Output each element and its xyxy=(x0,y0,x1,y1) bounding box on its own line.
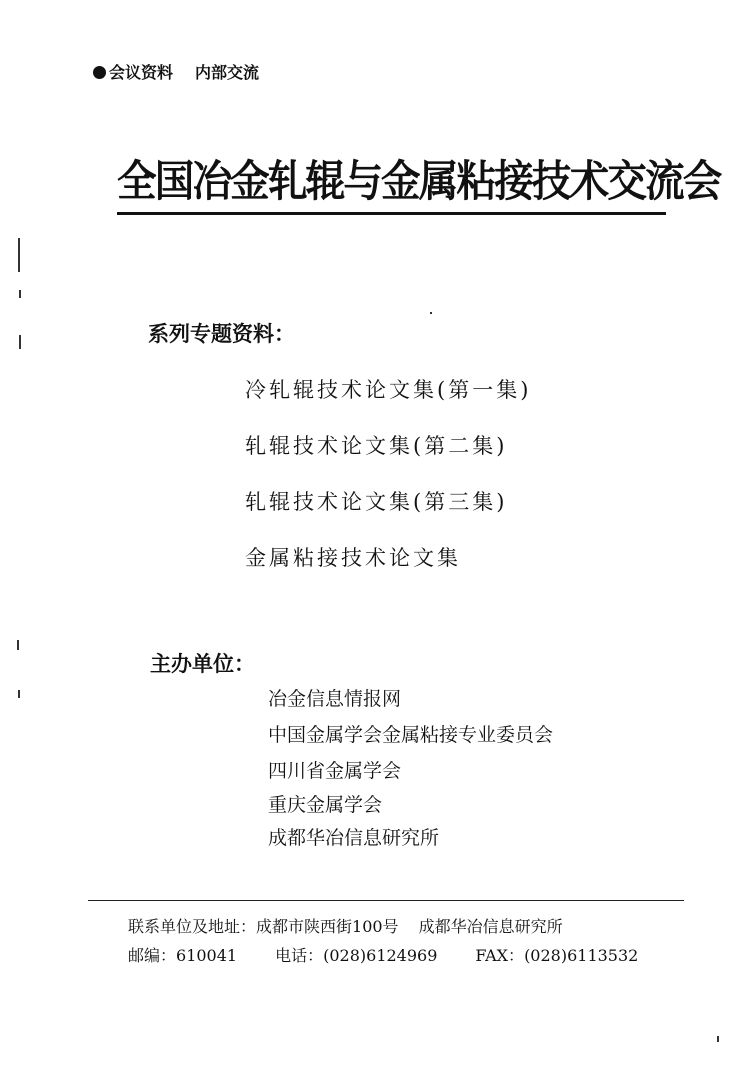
contact-line-2 xyxy=(128,943,638,966)
footer-divider xyxy=(88,900,684,901)
series-item-1: 冷轧辊技术论文集(第一集) xyxy=(245,378,532,402)
organizer-item-5: 成都华冶信息研究所 xyxy=(268,827,440,849)
series-heading: 系列专题资料： xyxy=(148,322,295,346)
address-value: 成都市陕西街100号 xyxy=(256,917,399,936)
scan-mark xyxy=(717,1036,719,1042)
title-underline xyxy=(117,212,666,215)
series-item-3: 轧辊技术论文集(第三集) xyxy=(245,490,508,514)
scan-mark xyxy=(19,335,21,349)
contact-org: 成都华冶信息研究所 xyxy=(418,917,563,936)
header-note xyxy=(93,60,259,83)
document-title: 全国冶金轧辊与金属粘接技术交流会 xyxy=(117,157,721,207)
scan-mark xyxy=(430,312,432,314)
header-note-meeting: 会议资料 xyxy=(109,63,174,82)
scan-mark xyxy=(18,690,20,698)
phone-label: 电话： xyxy=(275,946,324,965)
contact-line-1 xyxy=(128,914,563,937)
postcode-value: 610041 xyxy=(176,946,238,965)
scan-mark xyxy=(17,640,19,650)
organizers-heading: 主办单位： xyxy=(150,652,255,676)
scan-mark xyxy=(19,290,21,298)
address-label: 联系单位及地址： xyxy=(128,917,257,936)
organizer-item-2: 中国金属学会金属粘接专业委员会 xyxy=(268,724,554,746)
header-note-internal: 内部交流 xyxy=(195,63,260,82)
organizer-item-4: 重庆金属学会 xyxy=(268,794,383,816)
scan-mark xyxy=(18,238,20,272)
organizer-item-1: 冶金信息情报网 xyxy=(268,688,402,710)
postcode-label: 邮编： xyxy=(128,946,177,965)
organizer-item-3: 四川省金属学会 xyxy=(268,760,402,782)
phone-value: (028)6124969 xyxy=(323,946,438,965)
fax-label: FAX： xyxy=(475,946,525,965)
series-item-2: 轧辊技术论文集(第二集) xyxy=(245,434,508,458)
series-item-4: 金属粘接技术论文集 xyxy=(245,546,461,570)
fax-value: (028)6113532 xyxy=(524,946,639,965)
bullet-icon xyxy=(93,66,106,79)
